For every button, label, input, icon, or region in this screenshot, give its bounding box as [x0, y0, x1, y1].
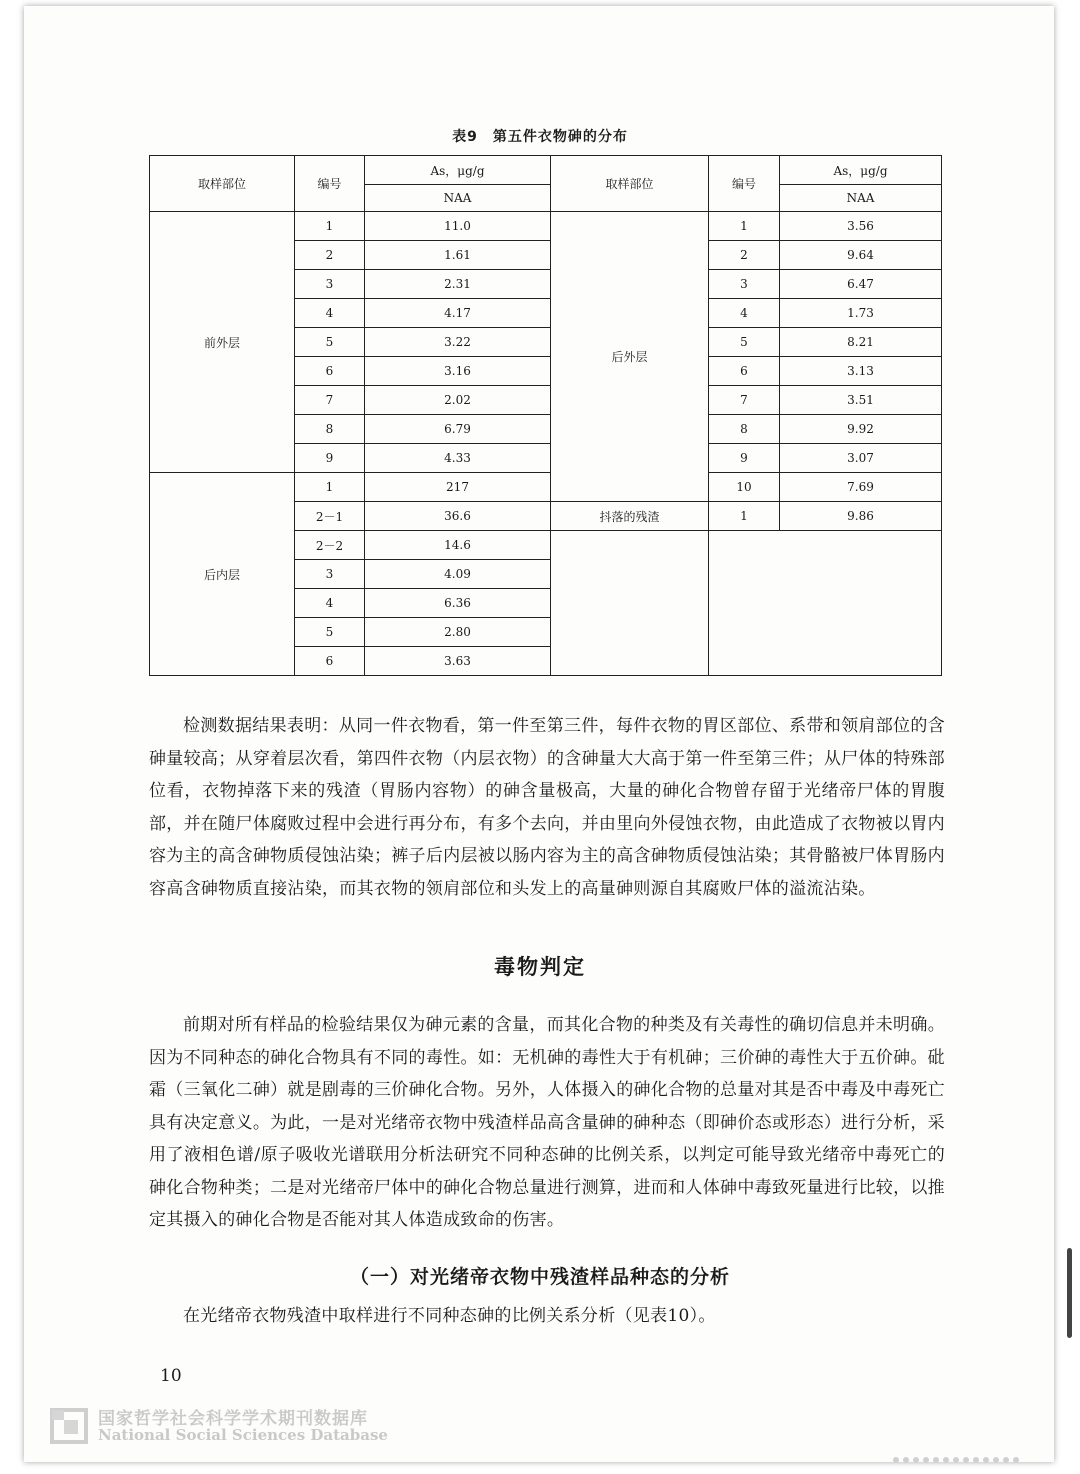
right-arsenic-value: 3.07: [780, 444, 942, 473]
left-arsenic-value: 2.02: [365, 386, 551, 415]
left-arsenic-value: 4.33: [365, 444, 551, 473]
database-logo-icon: [50, 1406, 90, 1446]
left-arsenic-value: 6.36: [365, 589, 551, 618]
left-sample-number: 1: [295, 473, 365, 502]
right-arsenic-value: 8.21: [780, 328, 942, 357]
left-sample-number: 2: [295, 241, 365, 270]
left-sample-number: 1: [295, 212, 365, 241]
left-arsenic-value: 36.6: [365, 502, 551, 531]
right-sample-number: 1: [709, 212, 780, 241]
left-sample-number: 8: [295, 415, 365, 444]
right-site-label: 后外层: [551, 212, 709, 502]
left-arsenic-value: 217: [365, 473, 551, 502]
right-arsenic-value: 9.92: [780, 415, 942, 444]
page-indicator-dots-icon: [892, 1456, 1022, 1464]
left-sample-number: 9: [295, 444, 365, 473]
left-site-label: 前外层: [150, 212, 295, 473]
left-sample-number: 5: [295, 618, 365, 647]
results-paragraph: 检测数据结果表明：从同一件衣物看，第一件至第三件，每件衣物的胃区部位、系带和领肩部位的含砷量较高；从穿着层次看，第四件衣物（内层衣物）的含砷量大大高于第一件至第三件；从尸体的特殊部位看，衣物掉落下来的残渣（胃肠内容物）的砷含量极高，大量的砷化合物曾存留于光绪帝尸体的胃腹部，并在随尸体腐败过程中会进行再分布，有多个去向，并由里向外侵蚀衣物，由此造成了衣物被以胃内容为主的高含砷物质侵蚀沾染；裤子后内层被以肠内容为主的高含砷物质侵蚀沾染；其骨骼被尸体胃肠内容高含砷物质直接沾染，而其衣物的领肩部位和头发上的高量砷则源自其腐败尸体的溢流沾染。: [149, 716, 945, 899]
right-arsenic-value: 3.13: [780, 357, 942, 386]
right-sample-number: 2: [709, 241, 780, 270]
page-number: 10: [160, 1366, 182, 1386]
right-sample-number: 6: [709, 357, 780, 386]
header-unit-right: As，μg/g: [780, 156, 942, 185]
right-arsenic-value: 9.64: [780, 241, 942, 270]
header-number-left: 编号: [295, 156, 365, 212]
right-sample-number: 4: [709, 299, 780, 328]
right-arsenic-value: 3.51: [780, 386, 942, 415]
right-sample-number: 1: [709, 502, 780, 531]
left-sample-number: 6: [295, 357, 365, 386]
right-sample-number: 9: [709, 444, 780, 473]
left-sample-number: 3: [295, 560, 365, 589]
header-number-right: 编号: [709, 156, 780, 212]
arsenic-distribution-table: [149, 155, 942, 676]
left-arsenic-value: 14.6: [365, 531, 551, 560]
left-arsenic-value: 2.80: [365, 618, 551, 647]
subsection-title: （一）对光绪帝衣物中残渣样品种态的分析: [349, 1266, 730, 1288]
watermark-english: National Social Sciences Database: [98, 1426, 388, 1444]
header-method-left: NAA: [365, 185, 551, 212]
right-sample-number: 10: [709, 473, 780, 502]
left-sample-number: 3: [295, 270, 365, 299]
section-title: 毒物判定: [494, 955, 586, 979]
left-arsenic-value: 3.22: [365, 328, 551, 357]
results-paragraph-block: [149, 710, 945, 905]
right-sample-number: 7: [709, 386, 780, 415]
left-arsenic-value: 2.31: [365, 270, 551, 299]
analysis-paragraph: 在光绪帝衣物残渣中取样进行不同种态砷的比例关系分析（见表10）。: [183, 1306, 716, 1326]
left-sample-number: 2－2: [295, 531, 365, 560]
left-arsenic-value: 3.16: [365, 357, 551, 386]
table-title: 表9 第五件衣物砷的分布: [452, 129, 628, 145]
left-sample-number: 5: [295, 328, 365, 357]
scrollbar-thumb[interactable]: [1067, 1248, 1072, 1338]
toxicity-paragraph-block: [149, 1009, 945, 1237]
left-arsenic-value: 4.17: [365, 299, 551, 328]
header-site-left: 取样部位: [150, 156, 295, 212]
left-sample-number: 2－1: [295, 502, 365, 531]
header-method-right: NAA: [780, 185, 942, 212]
table-header-row: [150, 156, 942, 185]
table-row: [150, 473, 942, 502]
table-row: [150, 212, 942, 241]
header-site-right: 取样部位: [551, 156, 709, 212]
header-unit-left: As，μg/g: [365, 156, 551, 185]
left-site-label: 后内层: [150, 473, 295, 676]
toxicity-paragraph: 前期对所有样品的检验结果仅为砷元素的含量，而其化合物的种类及有关毒性的确切信息并未明确。因为不同种态的砷化合物具有不同的毒性。如：无机砷的毒性大于有机砷；三价砷的毒性大于五价砷。砒霜（三氧化二砷）就是剧毒的三价砷化合物。另外，人体摄入的砷化合物的总量对其是否中毒及中毒死亡具有决定意义。为此，一是对光绪帝衣物中残渣样品高含量砷的砷种态（即砷价态或形态）进行分析，采用了液相色谱/原子吸收光谱联用分析法研究不同种态砷的比例关系，以判定可能导致光绪帝中毒死亡的砷化合物种类；二是对光绪帝尸体中的砷化合物总量进行测算，进而和人体砷中毒致死量进行比较，以推定其摄入的砷化合物是否能对其人体造成致命的伤害。: [149, 1015, 945, 1230]
right-arsenic-value: 3.56: [780, 212, 942, 241]
blank-cell: [709, 531, 942, 676]
left-sample-number: 7: [295, 386, 365, 415]
right-arsenic-value: 9.86: [780, 502, 942, 531]
left-arsenic-value: 3.63: [365, 647, 551, 676]
right-arsenic-value: 1.73: [780, 299, 942, 328]
left-arsenic-value: 1.61: [365, 241, 551, 270]
right-site-label: 抖落的残渣: [551, 502, 709, 531]
watermark-chinese: 国家哲学社会科学学术期刊数据库: [98, 1409, 368, 1429]
blank-cell: [551, 531, 709, 676]
left-sample-number: 4: [295, 299, 365, 328]
left-sample-number: 4: [295, 589, 365, 618]
right-arsenic-value: 7.69: [780, 473, 942, 502]
right-sample-number: 8: [709, 415, 780, 444]
right-arsenic-value: 6.47: [780, 270, 942, 299]
left-sample-number: 6: [295, 647, 365, 676]
left-arsenic-value: 4.09: [365, 560, 551, 589]
right-sample-number: 3: [709, 270, 780, 299]
analysis-paragraph-block: [149, 1300, 945, 1333]
right-sample-number: 5: [709, 328, 780, 357]
database-watermark: [50, 1404, 470, 1448]
left-arsenic-value: 11.0: [365, 212, 551, 241]
left-arsenic-value: 6.79: [365, 415, 551, 444]
